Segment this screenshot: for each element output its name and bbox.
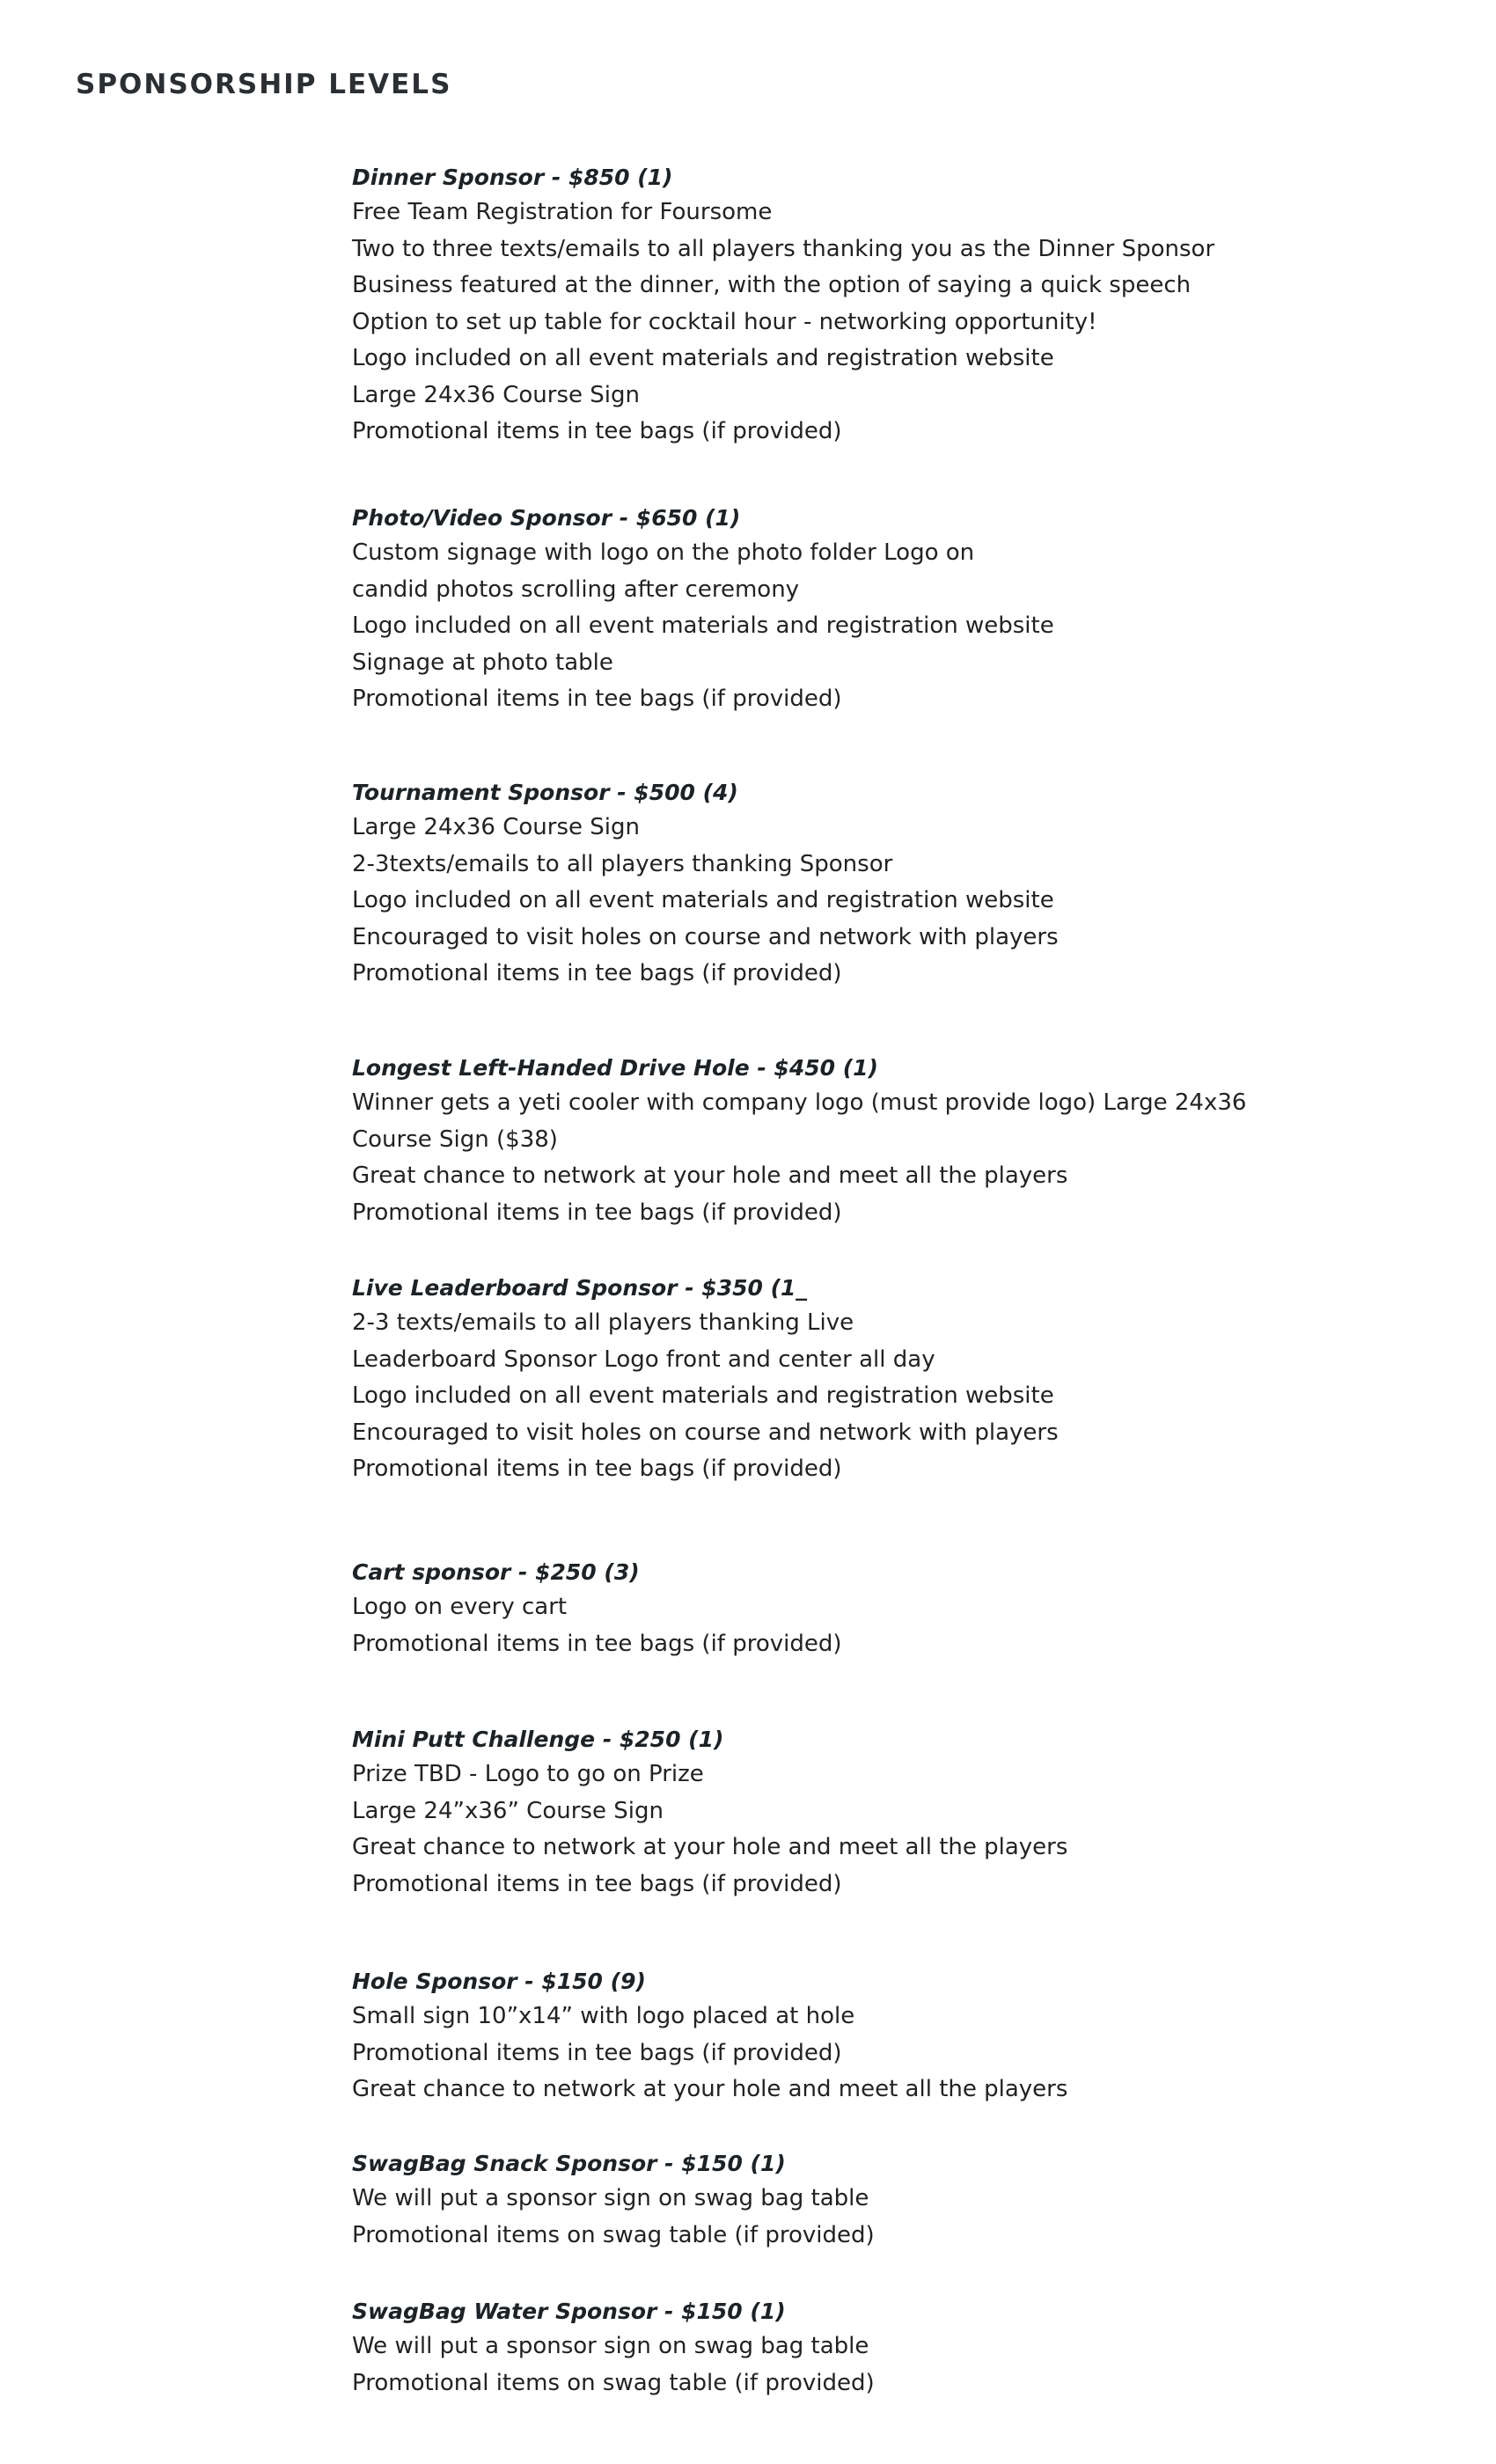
- benefit-item: Promotional items on swag table (if provided): [352, 2221, 875, 2248]
- benefit-item: Logo included on all event materials and registration website: [352, 612, 1054, 639]
- benefit-list: [352, 194, 1390, 451]
- benefit-item: Great chance to network at your hole and meet all the players: [352, 2076, 1068, 2102]
- benefit-item: Promotional items in tee bags (if provided): [352, 1630, 842, 1657]
- benefit-item: Great chance to network at your hole and meet all the players: [352, 1834, 1068, 1860]
- tier-tournament-sponsor: [352, 776, 1390, 993]
- benefit-item: Two to three texts/emails to all players thanking you as the Dinner Sponsor: [352, 235, 1215, 262]
- tier-heading: Longest Left-Handed Drive Hole - $450 (1): [352, 1055, 878, 1081]
- tier-heading: Live Leaderboard Sponsor - $350 (1_: [352, 1275, 807, 1301]
- benefit-item: Signage at photo table: [352, 649, 613, 676]
- benefit-item: Promotional items in tee bags (if provided): [352, 960, 842, 986]
- benefit-item: Promotional items on swag table (if provided): [352, 2369, 875, 2396]
- tier-heading: Photo/Video Sponsor - $650 (1): [352, 505, 741, 531]
- benefit-item: Encouraged to visit holes on course and network with players: [352, 923, 1059, 950]
- benefit-item: Promotional items in tee bags (if provided): [352, 1456, 842, 1482]
- benefit-item: Small sign 10”x14” with logo placed at hole: [352, 2003, 855, 2029]
- benefit-list: [352, 1589, 1390, 1662]
- tier-heading: Tournament Sponsor - $500 (4): [352, 780, 738, 805]
- benefit-item: Promotional items in tee bags (if provided): [352, 418, 842, 444]
- benefit-item: Promotional items in tee bags (if provided): [352, 686, 842, 712]
- tier-heading: Mini Putt Challenge - $250 (1): [352, 1727, 724, 1752]
- benefit-item: Free Team Registration for Foursome: [352, 199, 773, 225]
- benefit-list: [352, 535, 1390, 718]
- benefit-item: Large 24x36 Course Sign: [352, 814, 640, 840]
- benefit-item: Course Sign ($38): [352, 1126, 558, 1153]
- tier-heading: SwagBag Water Sponsor - $150 (1): [352, 2299, 786, 2324]
- tier-heading: Cart sponsor - $250 (3): [352, 1559, 640, 1585]
- benefit-item: We will put a sponsor sign on swag bag table: [352, 2185, 869, 2211]
- benefit-list: [352, 1085, 1390, 1231]
- benefit-list: [352, 2328, 1390, 2402]
- benefit-item: Business featured at the dinner, with the option of saying a quick speech: [352, 272, 1192, 298]
- tier-cart-sponsor: [352, 1556, 1390, 1662]
- tier-swagbag-water-sponsor: [352, 2295, 1390, 2402]
- benefit-item: We will put a sponsor sign on swag bag table: [352, 2333, 869, 2359]
- tier-dinner-sponsor: [352, 161, 1390, 451]
- benefit-list: [352, 810, 1390, 993]
- benefit-item: Promotional items in tee bags (if provided): [352, 2039, 842, 2066]
- benefit-item: Logo included on all event materials and registration website: [352, 345, 1054, 371]
- tier-heading: Hole Sponsor - $150 (9): [352, 1969, 646, 1994]
- benefit-item: Large 24x36 Course Sign: [352, 381, 640, 408]
- tier-mini-putt-sponsor: [352, 1723, 1390, 1903]
- tier-swagbag-snack-sponsor: [352, 2147, 1390, 2254]
- tier-hole-sponsor: [352, 1965, 1390, 2108]
- tier-live-leaderboard-sponsor: [352, 1272, 1390, 1488]
- benefit-item: Logo included on all event materials and registration website: [352, 887, 1054, 913]
- benefit-item: Logo on every cart: [352, 1594, 568, 1620]
- tier-longest-drive-sponsor: [352, 1052, 1390, 1231]
- benefit-list: [352, 1756, 1390, 1903]
- benefit-item: Custom signage with logo on the photo folder Logo on: [352, 539, 975, 566]
- benefit-item: Logo included on all event materials and registration website: [352, 1382, 1054, 1409]
- benefit-item: 2-3texts/emails to all players thanking Sponsor: [352, 850, 893, 877]
- benefit-item: 2-3 texts/emails to all players thanking Live: [352, 1309, 854, 1336]
- benefit-list: [352, 1305, 1390, 1488]
- benefit-list: [352, 1998, 1390, 2108]
- benefit-item: Option to set up table for cocktail hour - networking opportunity!: [352, 308, 1097, 335]
- benefit-list: [352, 2181, 1390, 2254]
- benefit-item: candid photos scrolling after ceremony: [352, 576, 800, 603]
- benefit-item: Winner gets a yeti cooler with company logo (must provide logo) Large 24x36: [352, 1089, 1247, 1116]
- benefit-item: Large 24”x36” Course Sign: [352, 1797, 664, 1824]
- benefit-item: Promotional items in tee bags (if provided): [352, 1199, 842, 1226]
- benefit-item: Encouraged to visit holes on course and network with players: [352, 1419, 1059, 1446]
- tier-heading: SwagBag Snack Sponsor - $150 (1): [352, 2151, 786, 2176]
- tier-photo-video-sponsor: [352, 502, 1390, 718]
- benefit-item: Promotional items in tee bags (if provided): [352, 1870, 842, 1897]
- benefit-item: Leaderboard Sponsor Logo front and center all day: [352, 1346, 935, 1373]
- benefit-item: Great chance to network at your hole and meet all the players: [352, 1162, 1068, 1189]
- page-title: SPONSORSHIP LEVELS: [76, 69, 452, 100]
- tier-heading: Dinner Sponsor - $850 (1): [352, 165, 673, 190]
- benefit-item: Prize TBD - Logo to go on Prize: [352, 1761, 704, 1787]
